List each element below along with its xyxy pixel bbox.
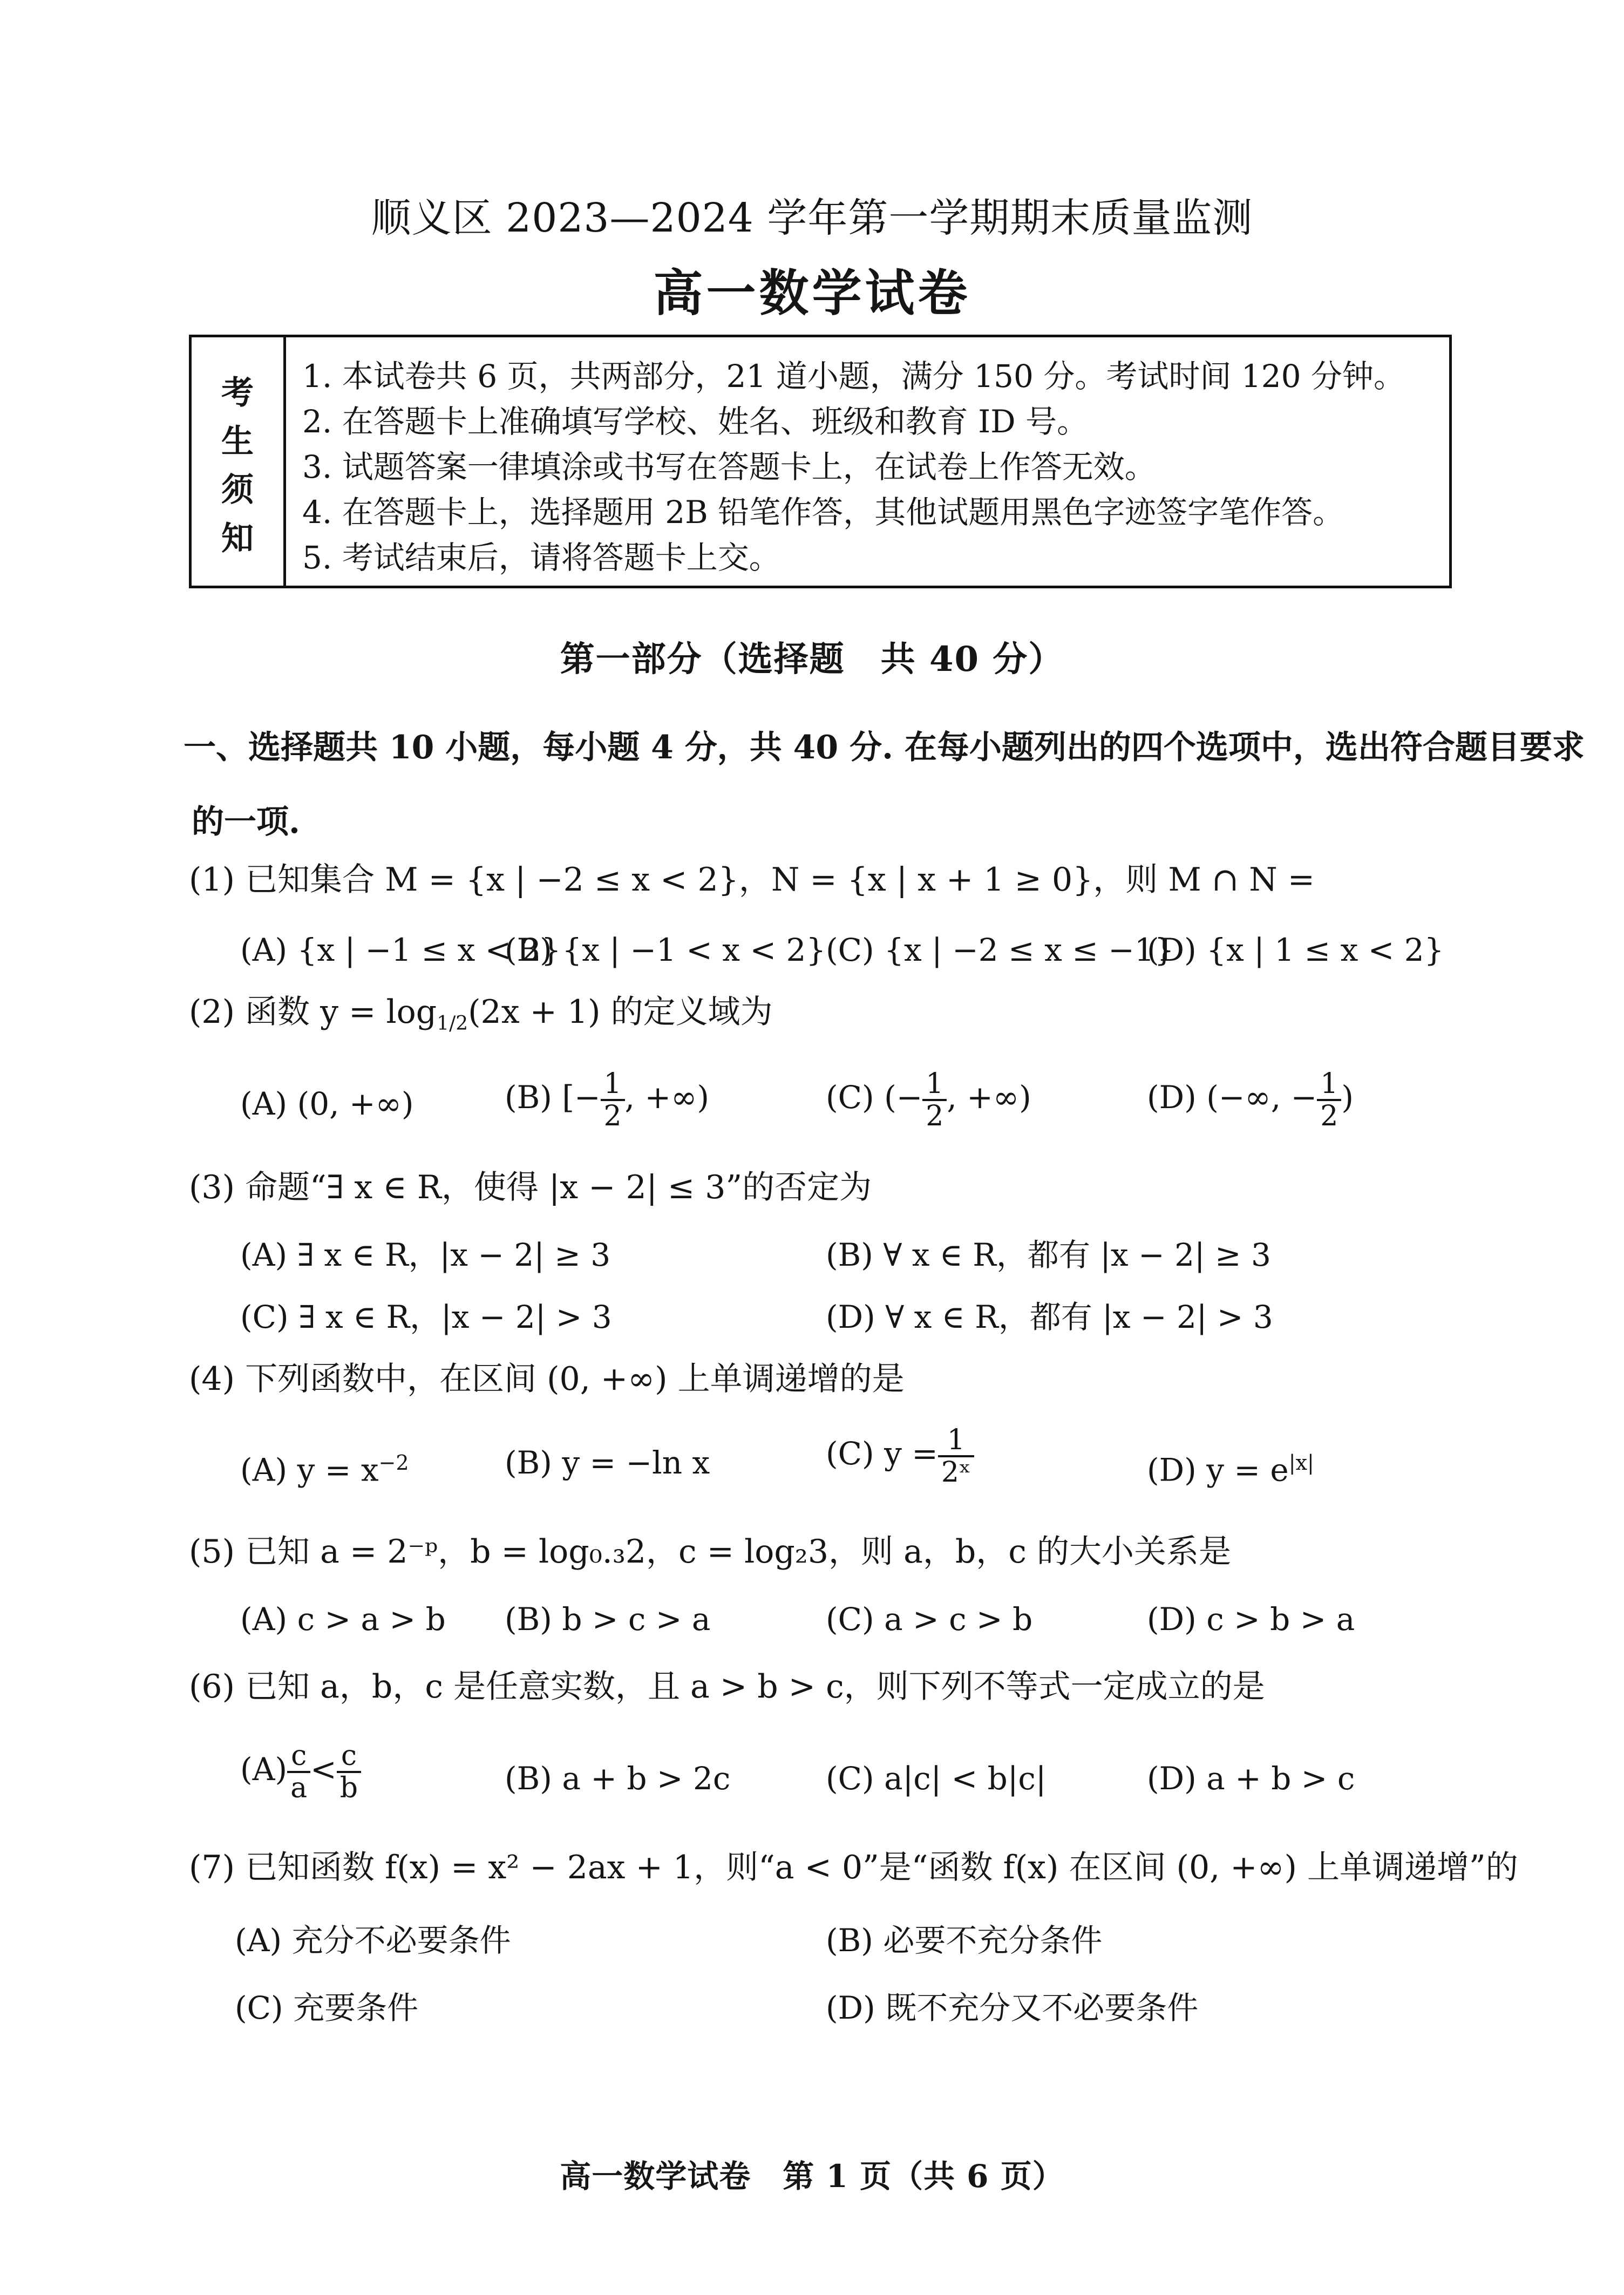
notice-side-label xyxy=(192,337,286,586)
q4-c-text: (C) y = xyxy=(826,1435,938,1472)
notice-items xyxy=(302,354,1438,580)
fraction-numerator: 1 xyxy=(601,1069,625,1101)
question-3-stem: (3) 命题“∃ x ∈ R，使得 |x − 2| ≤ 3”的否定为 xyxy=(189,1169,872,1206)
q4-option-c xyxy=(826,1425,974,1488)
notice-item: 2. 在答题卡上准确填写学校、姓名、班级和教育 ID 号。 xyxy=(302,403,1089,440)
question-5-stem: (5) 已知 a = 2⁻ᵖ，b = log₀.₃2，c = log₂3，则 a，b，c 的大小关系是 xyxy=(189,1533,1231,1571)
section-instruction: 一、选择题共 10 小题，每小题 4 分，共 40 分. 在每小题列出的四个选项中，选出符合题目要求 xyxy=(184,729,1585,766)
q4-d-exponent: |x| xyxy=(1288,1451,1314,1475)
q4-option-b: (B) y = −ln x xyxy=(505,1444,710,1481)
q5-option-d: (D) c > b > a xyxy=(1147,1601,1355,1638)
q4-option-d xyxy=(1147,1441,1314,1491)
q6-a-label: (A) xyxy=(240,1751,288,1788)
notice-item: 4. 在答题卡上，选择题用 2B 铅笔作答，其他试题用黑色字迹签字笔作答。 xyxy=(302,494,1344,531)
q2-c-post: , +∞) xyxy=(947,1079,1031,1116)
fraction-numerator: 1 xyxy=(938,1425,974,1457)
section-instruction-cont: 的一项. xyxy=(192,803,300,841)
q1-option-b: (B) {x | −1 < x < 2} xyxy=(505,932,826,968)
q6-option-a xyxy=(240,1741,361,1803)
fraction xyxy=(1317,1069,1341,1131)
page-footer: 高一数学试卷 第 1 页（共 6 页） xyxy=(560,2158,1064,2195)
fraction xyxy=(337,1741,361,1803)
q5-option-a: (A) c > a > b xyxy=(240,1601,446,1638)
notice-side-char: 知 xyxy=(221,520,254,558)
q7-option-d: (D) 既不充分又不必要条件 xyxy=(826,1990,1199,2026)
fraction-numerator: c xyxy=(337,1741,361,1773)
notice-side-char: 生 xyxy=(221,423,254,460)
q2-stem-pre: (2) 函数 y = log xyxy=(189,993,437,1031)
question-6-stem: (6) 已知 a，b，c 是任意实数，且 a > b > c，则下列不等式一定成立的是 xyxy=(189,1668,1265,1706)
q1-option-c: (C) {x | −2 ≤ x ≤ −1} xyxy=(826,932,1174,968)
part-title: 第一部分（选择题 共 40 分） xyxy=(560,639,1064,680)
fraction xyxy=(922,1069,947,1131)
q2-d-post: ) xyxy=(1341,1079,1354,1116)
q4-d-text: (D) y = e xyxy=(1147,1451,1289,1489)
notice-item: 1. 本试卷共 6 页，共两部分，21 道小题，满分 150 分。考试时间 120 分钟。 xyxy=(302,358,1405,395)
exam-subtitle: 高一数学试卷 xyxy=(653,264,971,322)
question-7-stem: (7) 已知函数 f(x) = x² − 2ax + 1，则“a < 0”是“函数 f(x) 在区间 (0, +∞) 上单调递增”的 xyxy=(189,1849,1518,1886)
q7-option-b: (B) 必要不充分条件 xyxy=(826,1922,1103,1959)
fraction-denominator: 2 xyxy=(1320,1100,1338,1132)
q2-c-pre: (C) (− xyxy=(826,1079,923,1116)
question-2-stem xyxy=(189,990,773,1045)
q2-b-post: , +∞) xyxy=(624,1079,710,1116)
notice-item: 3. 试题答案一律填涂或书写在答题卡上，在试卷上作答无效。 xyxy=(302,449,1156,485)
fraction-numerator: 1 xyxy=(922,1069,947,1101)
notice-item: 5. 考试结束后，请将答题卡上交。 xyxy=(302,539,780,576)
question-1-stem: (1) 已知集合 M = {x | −2 ≤ x < 2}，N = {x | x + 1 ≥ 0}，则 M ∩ N = xyxy=(189,861,1315,899)
q3-option-c: (C) ∃ x ∈ R，|x − 2| > 3 xyxy=(240,1299,612,1335)
q6-option-c: (C) a|c| < b|c| xyxy=(826,1760,1047,1797)
q4-option-a xyxy=(240,1441,409,1491)
q6-option-d: (D) a + b > c xyxy=(1147,1760,1355,1797)
question-4-stem: (4) 下列函数中，在区间 (0, +∞) 上单调递增的是 xyxy=(189,1360,905,1398)
q2-d-pre: (D) (−∞, − xyxy=(1147,1079,1317,1116)
q3-option-d: (D) ∀ x ∈ R，都有 |x − 2| > 3 xyxy=(826,1299,1273,1335)
q3-option-a: (A) ∃ x ∈ R，|x − 2| ≥ 3 xyxy=(240,1237,611,1273)
q4-a-text: (A) y = x xyxy=(240,1451,379,1489)
q7-option-c: (C) 充要条件 xyxy=(235,1990,419,2026)
q7-option-a: (A) 充分不必要条件 xyxy=(235,1922,511,1959)
q2-option-c xyxy=(826,1069,1031,1131)
q2-log-base: 1/2 xyxy=(437,1013,468,1035)
q1-option-a: (A) {x | −1 ≤ x < 2} xyxy=(240,932,561,968)
q2-option-b xyxy=(505,1069,709,1131)
q5-option-b: (B) b > c > a xyxy=(505,1601,711,1638)
fraction-denominator: 2 xyxy=(603,1100,622,1132)
q2-option-d xyxy=(1147,1069,1354,1131)
q6-option-b: (B) a + b > 2c xyxy=(505,1760,731,1797)
fraction-denominator: 2ˣ xyxy=(941,1456,971,1489)
fraction-denominator: a xyxy=(290,1772,308,1804)
fraction-numerator: c xyxy=(287,1741,310,1773)
fraction-denominator: 2 xyxy=(926,1100,944,1132)
q2-option-a: (A) (0, +∞) xyxy=(240,1085,414,1122)
candidate-notice-box xyxy=(189,335,1452,588)
exam-title: 顺义区 2023—2024 学年第一学期期末质量监测 xyxy=(371,195,1253,241)
q5-option-c: (C) a > c > b xyxy=(826,1601,1033,1638)
fraction xyxy=(938,1425,974,1488)
fraction-numerator: 1 xyxy=(1317,1069,1341,1101)
fraction-denominator: b xyxy=(339,1772,358,1804)
q2-stem-post: (2x + 1) 的定义域为 xyxy=(468,993,773,1031)
fraction xyxy=(287,1741,310,1803)
notice-side-char: 须 xyxy=(221,471,254,509)
notice-side-char: 考 xyxy=(221,374,254,412)
q3-option-b: (B) ∀ x ∈ R，都有 |x − 2| ≥ 3 xyxy=(826,1237,1271,1273)
q4-a-exponent: −2 xyxy=(378,1451,409,1475)
q2-b-pre: (B) [− xyxy=(505,1079,601,1116)
q1-option-d: (D) {x | 1 ≤ x < 2} xyxy=(1147,932,1444,968)
q6-a-operator: < xyxy=(310,1751,337,1788)
fraction xyxy=(601,1069,625,1131)
